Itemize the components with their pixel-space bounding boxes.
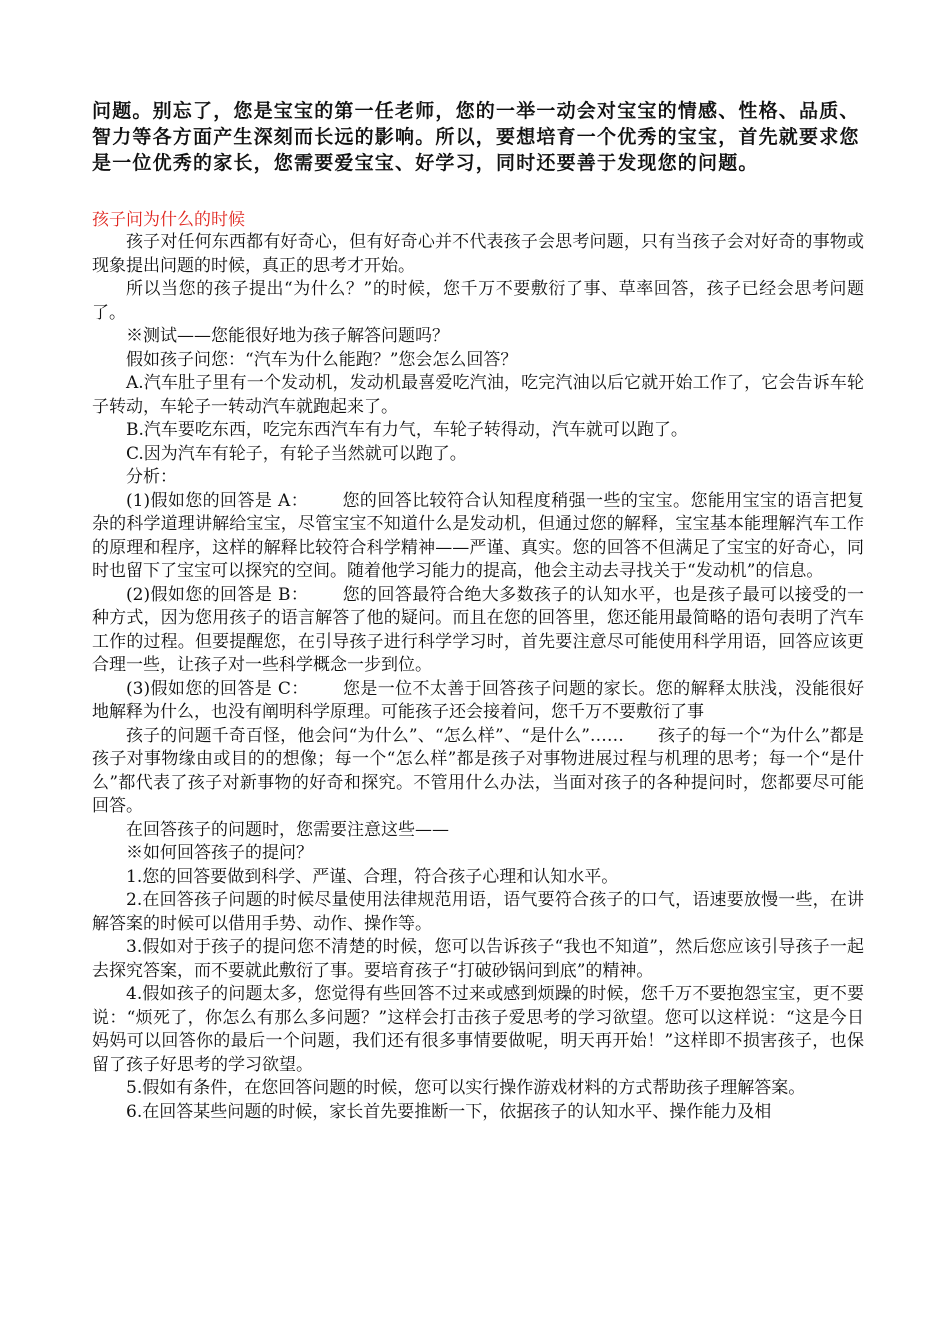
tips-intro: 在回答孩子的问题时，您需要注意这些—— [126, 819, 449, 840]
analysis-text: 您的回答最符合绝大多数孩子的认知水平，也是孩子最可以接受的一种方式，因为您用孩子的语言解答了他的疑问。而且在您的回答里，您还能用最简略的语句表明了汽车工作的过程。但要提醒您，在引导孩子进行科学学习时，首先要注意尽可能使用科学用语，回答应该更合理一些，让孩子对一些科学概念一步到位。 [92, 584, 864, 675]
tip-item: 6.在回答某些问题的时候，家长首先要推断一下，依据孩子的认知水平、操作能力及相 [126, 1101, 772, 1122]
paragraph: 所以当您的孩子提出“为什么？”的时候，您千万不要敷衍了事、草率回答，孩子已经会思考问题了。 [92, 279, 864, 323]
analysis-item [92, 490, 864, 584]
intro-paragraph: 问题。别忘了，您是宝宝的第一任老师，您的一举一动会对宝宝的情感、性格、品质、智力等各方面产生深刻而长远的影响。所以，要想培育一个优秀的宝宝，首先就要求您是一位优秀的家长，您需要爱宝宝、好学习，同时还要善于发现您的问题。 [92, 100, 860, 174]
analysis-text: 您的回答比较符合认知程度稍强一些的宝宝。您能用宝宝的语言把复杂的科学道理讲解给宝宝，尽管宝宝不知道什么是发动机，但通过您的解释，宝宝基本能理解汽车工作的原理和程序，这样的解释比较符合科学精神——严谨、真实。您的回答不但满足了宝宝的好奇心，同时也留下了宝宝可以探究的空间。随着他学习能力的提高，他会主动去寻找关于“发动机”的信息。 [92, 490, 865, 581]
tip-item: 5.假如有条件，在您回答问题的时候，您可以实行操作游戏材料的方式帮助孩子理解答案。 [126, 1078, 806, 1098]
analysis-text: 您是一位不太善于回答孩子问题的家长。您的解释太肤浅，没能很好地解释为什么，也没有阐明科学原理。可能孩子还会接着问，您千万不要敷衍了事 [92, 678, 864, 722]
wonder-lead: 孩子的问题千奇百怪，他会问“为什么”、“怎么样”、“是什么”…… [126, 725, 624, 746]
tip-item: 3.假如对于孩子的提问您不清楚的时候，您可以告诉孩子“我也不知道”，然后您应该引导孩子一起去探究答案，而不要就此敷衍了事。要培育孩子“打破砂锅问到底”的精神。 [92, 937, 864, 981]
test-question: 假如孩子问您：“汽车为什么能跑？”您会怎么回答？ [126, 349, 518, 370]
analysis-lead: (1)假如您的回答是 A： [126, 490, 309, 511]
section-heading: 孩子问为什么的时候 [92, 210, 245, 230]
option-c: C.因为汽车有轮子，有轮子当然就可以跑了。 [126, 443, 467, 464]
wonder-text: 孩子的每一个“为什么”都是孩子对事物缘由或目的的想像；每一个“怎么样”都是孩子对事物进展过程与机理的思考；每一个“是什么”都代表了孩子对新事物的好奇和探究。不管用什么办法，当面对孩子的各种提问时，您都要尽可能回答。 [92, 725, 864, 816]
analysis-item [92, 584, 864, 678]
analysis-lead: (2)假如您的回答是 B： [126, 584, 309, 605]
option-b: B.汽车要吃东西，吃完东西汽车有力气，车轮子转得动，汽车就可以跑了。 [126, 420, 688, 440]
section-body [92, 231, 864, 1124]
paragraph: 孩子对任何东西都有好奇心，但有好奇心并不代表孩子会思考问题，只有当孩子会对好奇的事物或现象提出问题的时候，真正的思考才开始。 [92, 232, 864, 276]
option-a: A.汽车肚子里有一个发动机，发动机最喜爱吃汽油，吃完汽油以后它就开始工作了，它会告诉车轮子转动，车轮子一转动汽车就跑起来了。 [92, 373, 864, 417]
test-heading: ※测试——您能很好地为孩子解答问题吗？ [126, 326, 449, 346]
tips-heading: ※如何回答孩子的提问？ [126, 843, 313, 863]
document-page [92, 98, 864, 1124]
tip-item: 1.您的回答要做到科学、严谨、合理，符合孩子心理和认知水平。 [126, 866, 619, 887]
tip-item: 4.假如孩子的问题太多，您觉得有些回答不过来或感到烦躁的时候，您千万不要抱怨宝宝，更不要说：“烦死了，你怎么有那么多问题？”这样会打击孩子爱思考的学习欲望。您可以这样说：“这是今日妈妈可以回答你的最后一个问题，我们还有很多事情要做呢，明天再开始！”这样即不损害孩子，也保留了孩子好思考的学习欲望。 [92, 984, 864, 1075]
analysis-lead: (3)假如您的回答是 C： [126, 678, 309, 699]
analysis-label: 分析： [126, 467, 177, 487]
tip-item: 2.在回答孩子问题的时候尽量使用法律规范用语，语气要符合孩子的口气，语速要放慢一些，在讲解答案的时候可以借用手势、动作、操作等。 [92, 890, 864, 934]
analysis-item [92, 678, 864, 725]
wonder-paragraph [92, 725, 864, 819]
